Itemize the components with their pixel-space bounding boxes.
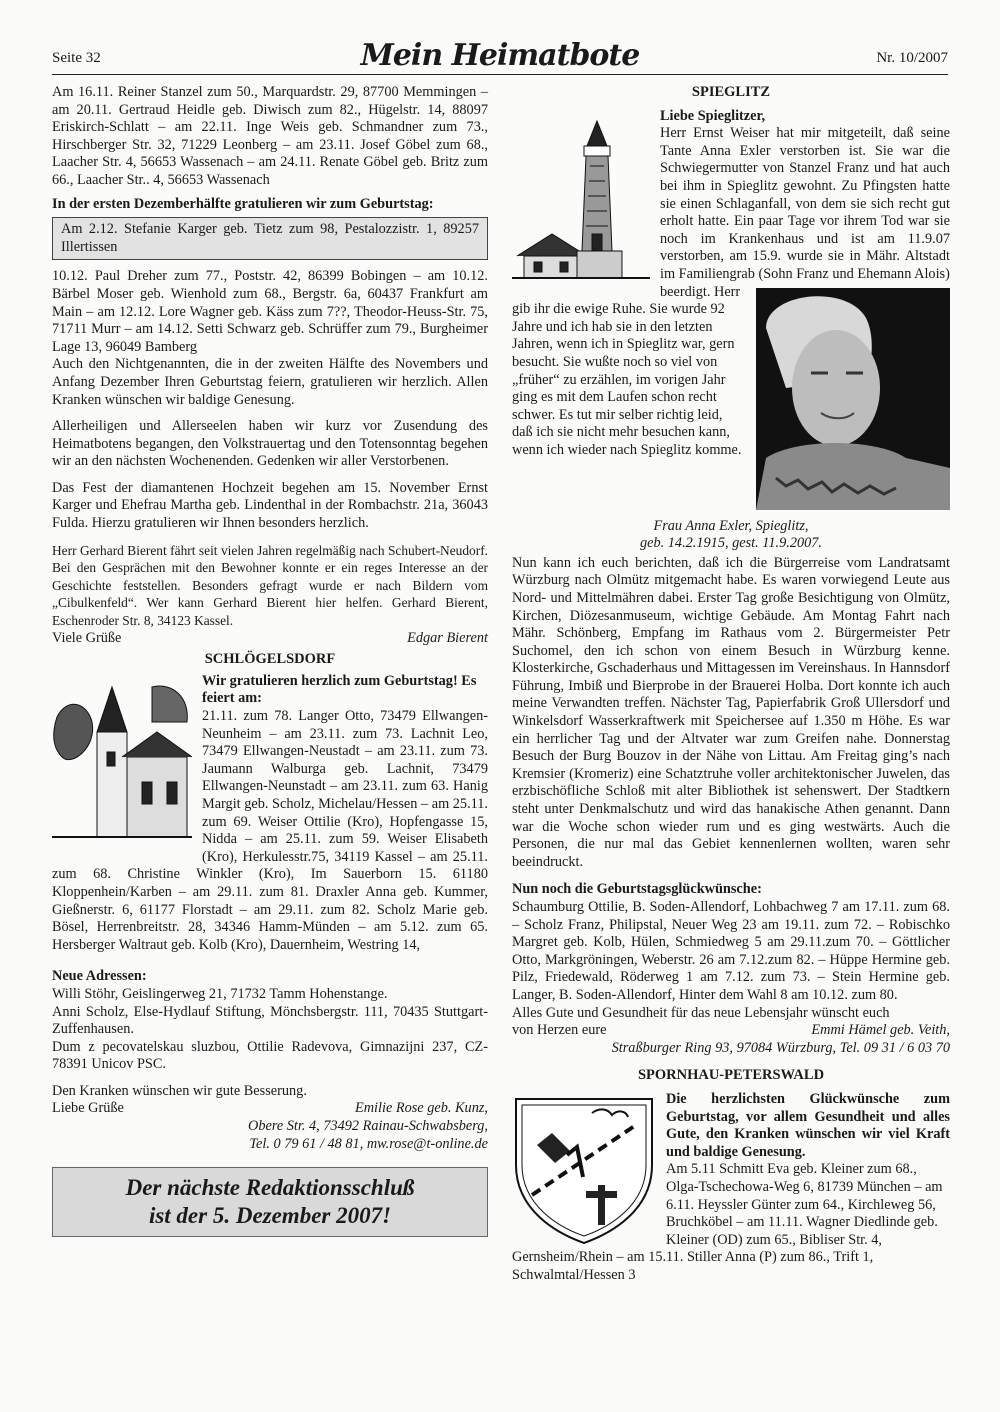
page-number: Seite 32 bbox=[52, 50, 101, 66]
december-heading: In der ersten Dezemberhälfte gratulieren wir zum Geburtstag: bbox=[52, 195, 434, 212]
closing-from: von Herzen eure bbox=[512, 1022, 607, 1039]
masthead: Mein Heimatbote bbox=[360, 38, 640, 73]
closing-wish: Alles Gute und Gesundheit für das neue Lebensjahr wünscht euch bbox=[512, 1004, 890, 1021]
spieglitz-signature bbox=[512, 1022, 950, 1040]
spieglitz-birthday-list: Schaumburg Ottilie, B. Soden-Allendorf, Lohbachweg 7 am 17.11. zum 68. – Scholz Franz, Philipstal, Neuer Weg 23 am 19.11. zum 72. – Robischko Margret geb. Kolb, Hülen, Schmiedweg 5 am 29.11.zum 70. – Göttlicher Otto, Markgröningen, Weberstr. 26 am 7.12.zum 82. – Hüppe Hermine geb. Pilz, Friedewald, Röderweg 1 am 7.12. zum 73. – Stein Hermine geb. Langer, B. Soden-Allendorf, Hinter dem Wahl 8 am 10.12. zum 80. bbox=[512, 899, 950, 1003]
spieglitz-salutation: Liebe Spieglitzer, bbox=[660, 107, 766, 124]
tower-illustration bbox=[512, 116, 650, 286]
greeting: Viele Grüße bbox=[52, 629, 122, 646]
spornhau-congrats: Die herzlichsten Glückwünsche zum Geburtstag, vor allem Gesundheit und alles Gute, den Kranken wünschen wir viel Kraft und baldige Genesung. bbox=[666, 1090, 950, 1160]
section-title-spornhau: SPORNHAU-PETERSWALD bbox=[637, 1067, 825, 1084]
header-rule bbox=[52, 74, 948, 75]
right-column bbox=[512, 84, 950, 1293]
signature-address: Straßburger Ring 93, 97084 Würzburg, Tel. 09 31 / 6 03 70 bbox=[611, 1039, 950, 1056]
deadline-banner bbox=[52, 1167, 488, 1237]
deadline-line-1: Der nächste Redaktionsschluß bbox=[125, 1175, 415, 1201]
spieglitz-obituary-2: beerdigt. Herr gib ihr die ewige Ruhe. Sie wurde 92 Jahre und ich hab sie in den letzten Jahren, wenn ich in Spieglitz war, gern besucht. Sie wußte noch so viel von „früher“ zu erzählen, im vorigen Jahr ging es mit dem Laufen schon recht schwer. Es tut mir selber richtig leid, daß ich sie nicht mehr besuchen kann, wenn ich wieder nach Spieglitz komme. bbox=[512, 283, 742, 458]
birthday-heading: Nun noch die Geburtstagsglückwünsche: bbox=[512, 881, 762, 898]
birthday-list-december: 10.12. Paul Dreher zum 77., Poststr. 42, 86399 Bobingen – am 10.12. Bärbel Moser geb. Wienhold zum 68., Bergstr. 6a, 60437 Frankfurt am Main – am 12.12. Lore Wagner geb. Käss zum 7??, Theodor-Heuss-Str. 75, 71711 Murr – am 14.12. Setti Schwarz geb. Schrüffer zum 79., Burgheimer Lage 13, 96049 Bamberg bbox=[52, 268, 488, 355]
deadline-line-2: ist der 5. Dezember 2007! bbox=[148, 1203, 392, 1229]
new-addresses-heading: Neue Adressen: bbox=[52, 968, 147, 985]
bierent-signature bbox=[52, 630, 488, 648]
signature-name: Emilie Rose geb. Kunz, bbox=[354, 1100, 488, 1117]
issue-number: Nr. 10/2007 bbox=[876, 50, 948, 66]
birthday-list-november: Am 16.11. Reiner Stanzel zum 50., Marquardstr. 29, 87700 Memmingen – am 20.11. Gertraud Heidle geb. Diwisch zum 82., Hügelstr. 14, 88097 Eriskirch-Schlatt – am 22.11. Inge Weis geb. Schmandner zum 73., Hirschberger Str. 32, 71229 Leonberg – am 23.11. Josef Göbel zum 68., Laacher Str. 4, 56653 Wassenach – am 24.11. Renate Göbel geb. Britz zum 66., Laacher Str.. 4, 56653 Wassenach bbox=[52, 84, 488, 188]
greeting: Liebe Grüße bbox=[52, 1100, 124, 1117]
unnamed-greeting: Auch den Nichtgenannten, die in der zweiten Hälfte des Novembers und Anfang Dezember Ihren Geburtstag feiern, gratulieren wir herzlich. Allen Kranken wünschen wir baldige Genesung. bbox=[52, 356, 488, 408]
sick-wish: Den Kranken wünschen wir gute Besserung. bbox=[52, 1082, 307, 1099]
portrait-photo bbox=[756, 288, 950, 510]
caption-line-1: Frau Anna Exler, Spieglitz, bbox=[653, 517, 809, 534]
section-title-schloegelsdorf: SCHLÖGELSDORF bbox=[204, 651, 336, 668]
diamond-wedding-paragraph: Das Fest der diamantenen Hochzeit begehen am 15. November Ernst Karger und Ehefrau Martha geb. Lindenthal in der Rombachstr. 21a, 36043 Fulda. Hierzu gratulieren wir Ihnen besonders herzlich. bbox=[52, 479, 488, 532]
church-illustration bbox=[52, 677, 192, 845]
address-2: Anni Scholz, Else-Hydlauf Stiftung, Mönchsbergstr. 111, 70435 Stuttgart-Zuffenhausen. bbox=[52, 1003, 488, 1038]
address-3: Dum z pecovatelskau sluzbou, Ottilie Radevova, Gimnazijni 237, CZ-78391 Unicov PSC. bbox=[52, 1038, 488, 1073]
spieglitz-obituary-1: Herr Ernst Weiser hat mir mitgeteilt, daß seine Tante Anna Exler verstorben ist. Sie war die Schwiegermutter von Stanzel Franz und hat auch bei ihm in Spieglitz gewohnt. Zu Pfingsten hatte sie einen Schlaganfall, von dem sie sich recht gut erholt hatte. Ein paar Tage vor ihrem Tod war sie noch im Krankenhaus und ist am 11.9.07 verstorben, am 15.9. wurde sie in Mähr. Altstadt im Familiengrab (Sohn Franz und Ehemann Alois) bbox=[660, 125, 950, 282]
trip-report: Nun kann ich euch berichten, daß ich die Bürgerreise vom Landratsamt Würzburg nach Olmütz mitgemacht habe. Es waren vorwiegend Leute aus Nord- und Mittelmähren dabei. Erster Tag große Besichtigung von Olmütz, Kirchen, Diözesanmuseum, wichtige Gebäude. Am Montag Fahrt nach Mähr. Schönberg, Empfang im Rathaus vom 2. Bürgermeister Petr Suchomel, den ich schon von einem Besuch in Würzburg kenne. Klosterkirche, Gschaderhaus und Mittagessen im Vereinshaus. In Hannsdorf Führung, Imbiß und Bierprobe in der Brauerei Holba. Dort konnte ich auch meine Verwandten treffen. Nächster Tag, Papierfabrik Groß Ullersdorf und Winkelsdorf Wasserkraftwerk mit Speichersee auf 1.350 m Höhe. Es war ein herrlicher Tag und der Altvater war zum Greifen nahe. Donnerstag Besuch der Burg Bouzov in der Nähe von Littau. Am Freitag ging’s nach Kremsier (Kromeriz) eine Schatztruhe voller architektonischer Juwelen, das erzbischöfliche Schloß mit alter Bibliothek ist sehenswert. Der Stadtkern steht unter Denkmalschutz und wird das hanakische Athen genannt. Dann war die Woche schon wieder rum und es ging westwärts. Auch die Personen, die nur mal das Gebiet kennenlernen wollten, waren sehr beeindruckt. bbox=[512, 554, 950, 870]
spornhau-birthday-list: Am 5.11 Schmitt Eva geb. Kleiner zum 68., Olga-Tschechowa-Weg 6, 81739 München – am 6.11. Heyssler Günter zum 64., Kirchleweg 56, Bruchköbel – am 11.11. Wagner Diedlinde geb. Kleiner (OD) zum 65., Bibliser Str. 4, Gernsheim/Rhein – am 15.11. Stiller Anna (P) zum 86., Trift 1, Schwalmtal/Hessen 3 bbox=[512, 1161, 943, 1283]
highlight-box: Am 2.12. Stefanie Karger geb. Tietz zum 98, Pestalozzistr. 1, 89257 Illertissen bbox=[52, 217, 488, 260]
section-title-spieglitz: SPIEGLITZ bbox=[691, 84, 771, 100]
allerheiligen-paragraph: Allerheiligen und Allerseelen haben wir kurz vor Zusendung des Heimatbotens begangen, den Volkstrauertag und den Totensonntag begehen wir an den nächsten Wochenenden. Gedenken wir aller Verstorbenen. bbox=[52, 418, 488, 470]
caption-line-2: geb. 14.2.1915, gest. 11.9.2007. bbox=[639, 535, 822, 552]
photo-caption bbox=[512, 514, 950, 553]
author-name: Edgar Bierent bbox=[407, 629, 488, 646]
bierent-paragraph: Herr Gerhard Bierent fährt seit vielen Jahren regelmäßig nach Schubert-Neudorf. Bei den Gesprächen mit den Bewohner konnte er ein reges Interesse an der Geschichte feststellen. Besonders gefragt wurde er nach Bildern vom „Cibulkenfeld“. Wer kann Gerhard Bierent hier helfen. Gerhard Bierent, Eschenroder Str. 8, 34123 Kassel. bbox=[52, 542, 488, 629]
schloegelsdorf-birthday-list: 21.11. zum 78. Langer Otto, 73479 Ellwangen-Neunheim – am 23.11. zum 73. Lachnit Leo, 73479 Ellwangen-Neustadt – am 23.11. zum 73. Jaumann Walburga geb. Lachnit, 73479 Ellwangen-Neunstadt – am 23.11. zum 63. Hanig Margit geb. Scholz, Michelau/Hessen – am 25.11. zum 69. Weiser Ottilie (Kro), Hopfengasse 15, Nidda – am 25.11. zum 59. Weiser Elisabeth (Kro), Herkulesstr.75, 34119 Kassel – am 25.11. zum 68. Christine Winkler (Kro), Im Sauerborn 15. 61180 Kloppenhein/Karben – am 29.11. zum 81. Draxler Anna geb. Kummer, Gießnerstr. 6, 61177 Florstadt – am 29.11. zum 82. Scholz Marie geb. Bösel, Herrenbreitstr. 28, 34346 Hamm-Münden – am 5.12. zum 65. Hersberger Waltraut geb. Kolb (Kro), Dauernheim, Westring 14, bbox=[52, 708, 488, 953]
schloegelsdorf-congrats: Wir gratulieren herzlich zum Geburtstag! Es feiert am: bbox=[202, 672, 477, 707]
signature-contact: Tel. 0 79 61 / 48 81, mw.rose@t-online.de bbox=[249, 1135, 488, 1152]
left-column bbox=[52, 84, 488, 1237]
address-1: Willi Stöhr, Geislingerweg 21, 71732 Tamm Hohenstange. bbox=[52, 985, 388, 1002]
signature-address: Obere Str. 4, 73492 Rainau-Schwabsberg, bbox=[248, 1118, 488, 1135]
page-header bbox=[52, 38, 948, 73]
coat-of-arms-illustration bbox=[512, 1095, 656, 1245]
schloegelsdorf-signature bbox=[52, 1100, 488, 1118]
signature-name: Emmi Hämel geb. Veith, bbox=[811, 1022, 950, 1039]
